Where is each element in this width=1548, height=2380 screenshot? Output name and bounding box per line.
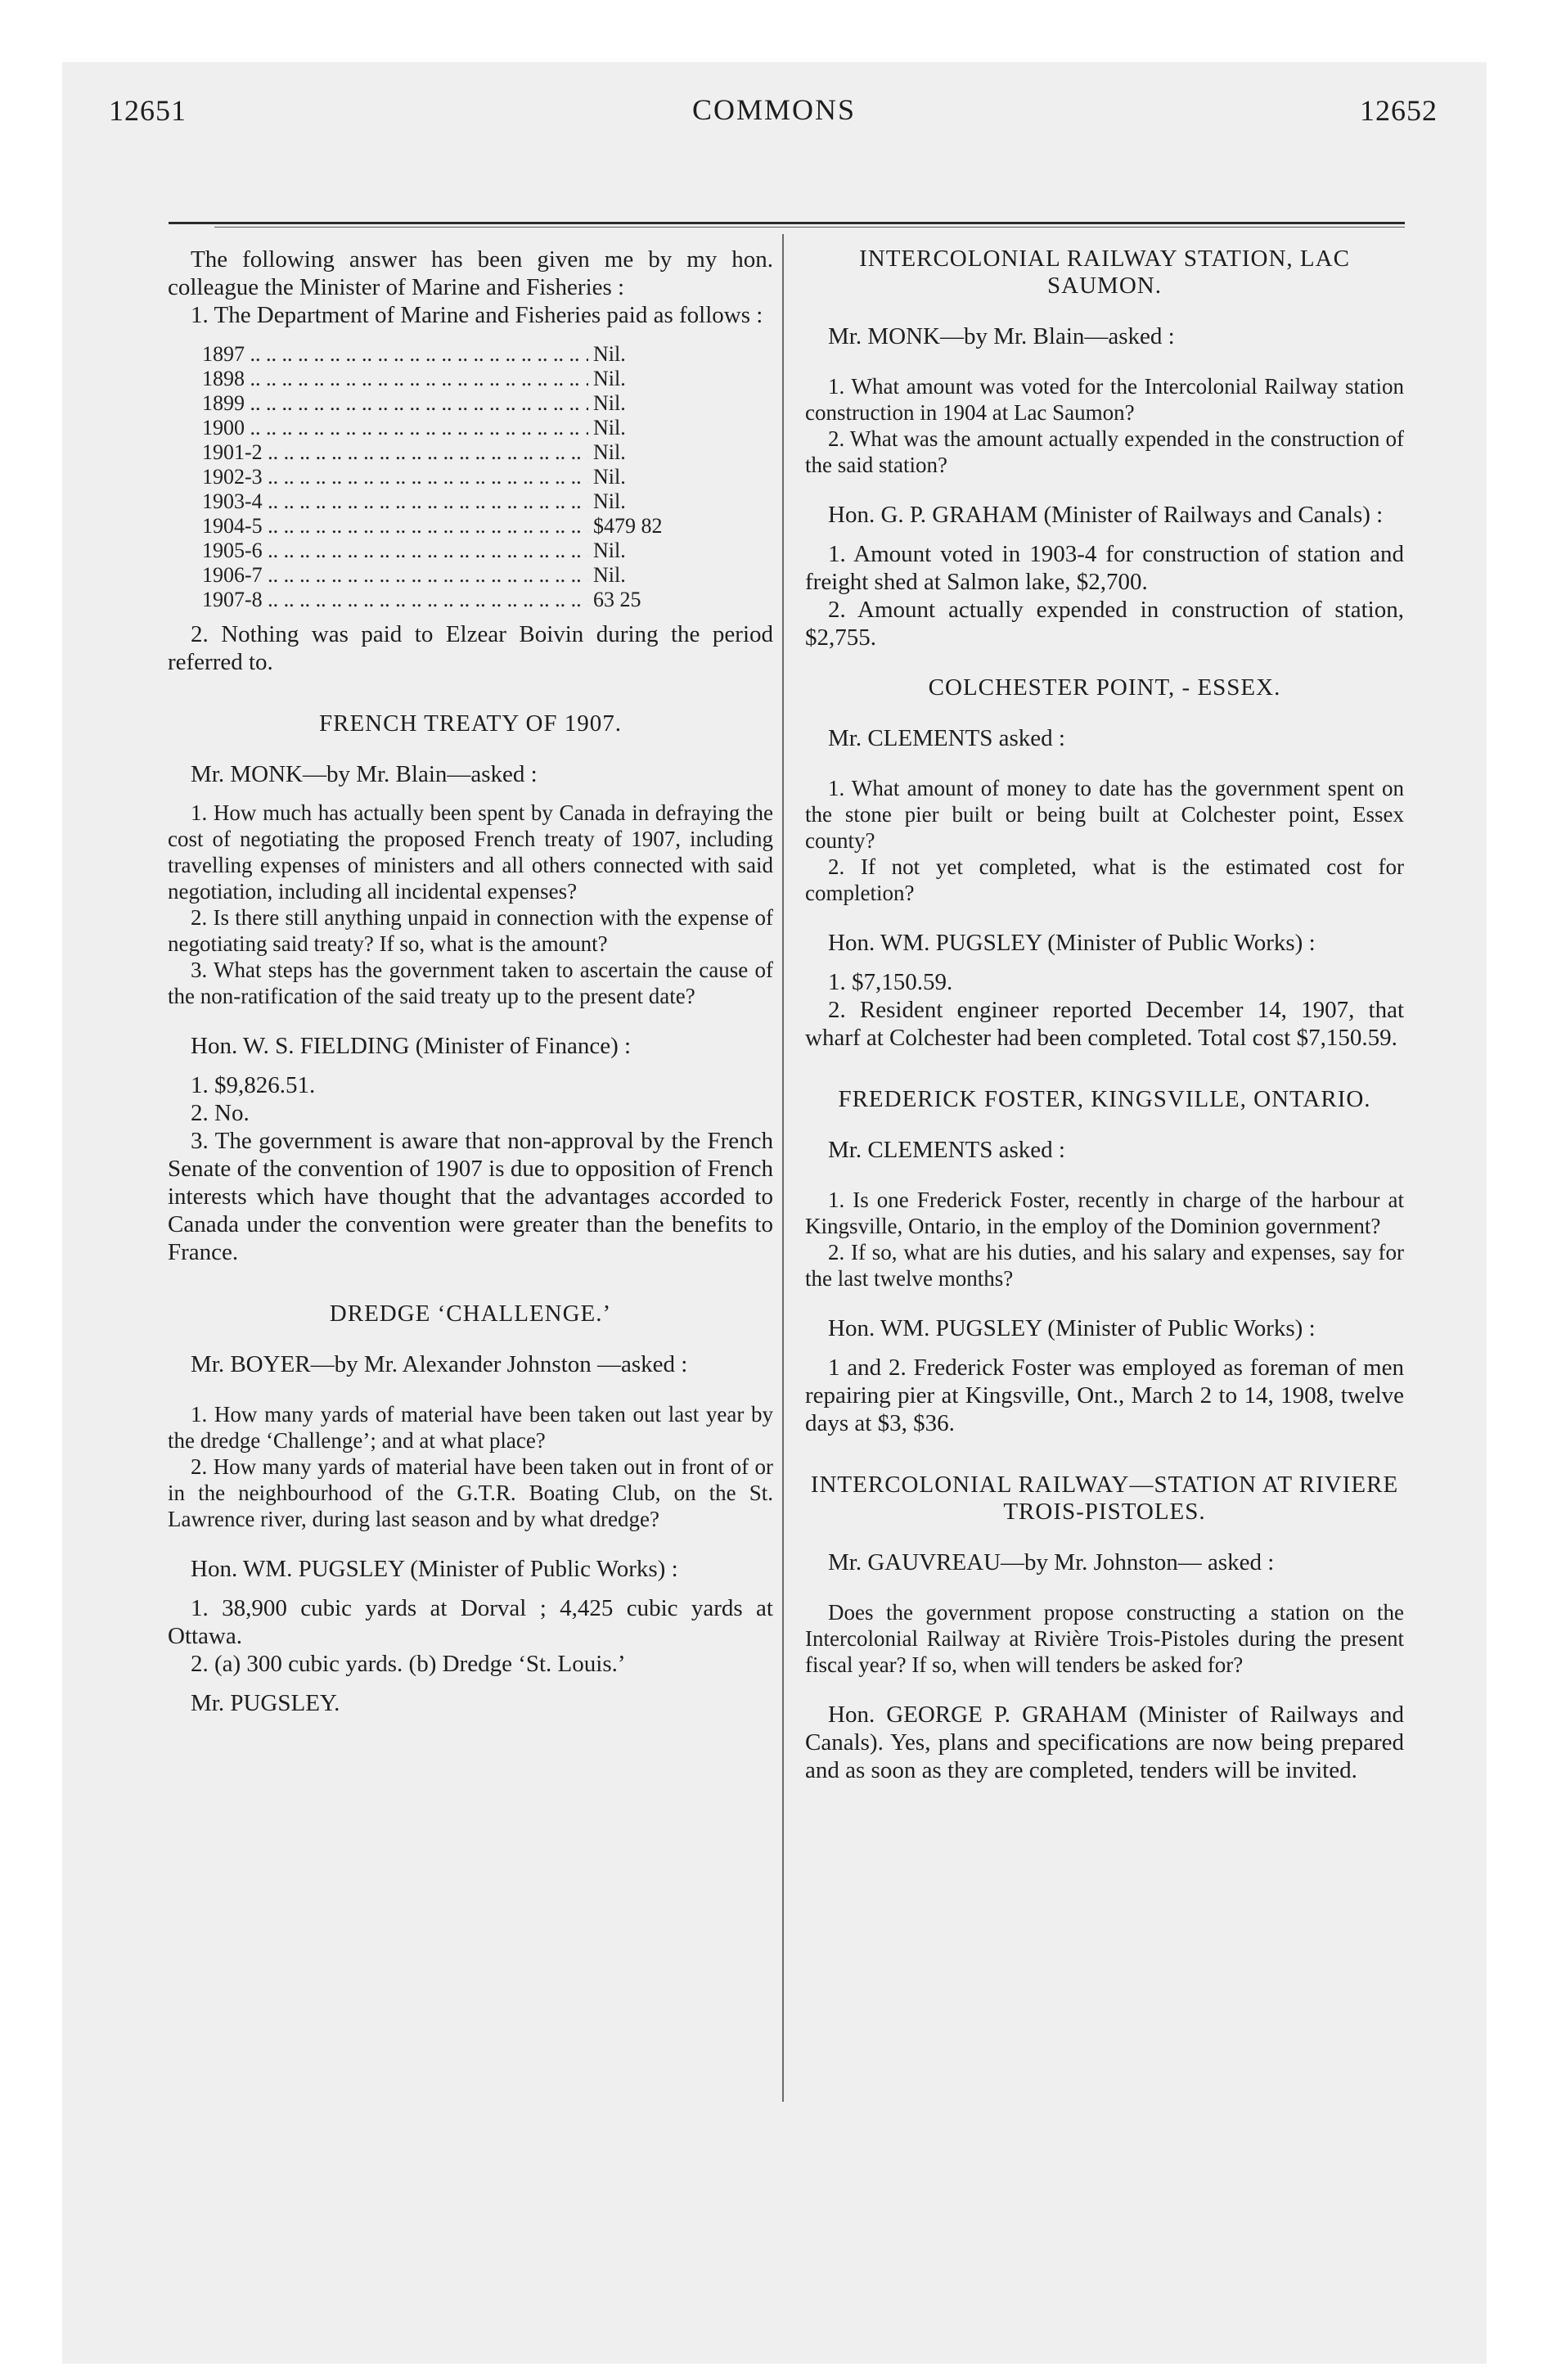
year-cell: 1899 .. .. — [202, 391, 588, 416]
payments-table — [202, 342, 701, 612]
table-row — [202, 465, 701, 489]
table-row — [202, 588, 701, 612]
amount-cell: Nil. — [593, 342, 626, 366]
section-heading: DREDGE ‘CHALLENGE.’ — [329, 1300, 612, 1327]
question-2: 2. Is there still anything unpaid in connection with the expense of negotiating said treaty? If so, what is the amount? — [168, 905, 773, 956]
table-row — [202, 539, 701, 563]
amount-cell: Nil. — [593, 367, 626, 390]
answer-2: 2. Amount actually expended in construction of station, $2,755. — [805, 597, 1404, 651]
question-2: 2. What was the amount actually expended in the construction of the said station? — [805, 426, 1404, 477]
right-column — [805, 246, 1404, 1784]
section-heading: FRENCH TREATY OF 1907. — [318, 710, 623, 737]
running-head: COMMONS — [691, 93, 857, 126]
asker-line: Mr. GAUVREAU—by Mr. Johnston— asked : — [828, 1549, 1275, 1575]
answer-1: Hon. GEORGE P. GRAHAM (Minister of Railways and Canals). Yes, plans and specifications are now being prepared and as soon as they are completed, tenders will be invited. — [805, 1702, 1404, 1783]
answer-3: 3. The government is aware that non-approval by the French Senate of the convention of 1907 is due to opposition of French interests which have thought that the advantages accorded to Canada under the convention were greater than the benefits to France. — [168, 1128, 773, 1265]
column-divider — [782, 234, 784, 2102]
answer-1: 1. Amount voted in 1903-4 for construction of station and freight shed at Salmon lake, $2,700. — [805, 541, 1404, 595]
intro-paragraph: The following answer has been given me by my hon. colleague the Minister of Marine and Fisheries : — [168, 246, 773, 300]
question-2: 2. If not yet completed, what is the estimated cost for completion? — [805, 854, 1404, 905]
year-cell: 1901-2 .. .. — [202, 440, 588, 465]
asker-line: Mr. CLEMENTS asked : — [828, 1137, 1065, 1163]
answerer-line: Hon. WM. PUGSLEY (Minister of Public Works) : — [828, 1315, 1316, 1341]
answer-2: 2. Nothing was paid to Elzear Boivin during the period referred to. — [168, 621, 773, 675]
question-1: 1. How many yards of material have been taken out last year by the dredge ‘Challenge’; and at what place? — [168, 1402, 773, 1453]
year-cell: 1907-8 .. .. — [202, 588, 588, 612]
question-1: 1. What amount was voted for the Intercolonial Railway station construction in 1904 at Lac Saumon? — [805, 374, 1404, 425]
answer-1: 1. $9,826.51. — [191, 1072, 316, 1098]
question-1: 1. Is one Frederick Foster, recently in charge of the harbour at Kingsville, Ontario, in the employ of the Dominion government? — [805, 1188, 1404, 1238]
year-cell: 1904-5 .. .. — [202, 514, 588, 539]
answer-2: 2. Resident engineer reported December 14, 1907, that wharf at Colchester had been completed. Total cost $7,150.59. — [805, 997, 1404, 1051]
table-row — [202, 489, 701, 514]
table-row — [202, 342, 701, 367]
year-cell: 1897 .. .. — [202, 342, 588, 367]
amount-cell: 63 25 — [593, 588, 641, 611]
answer-1: 1 and 2. Frederick Foster was employed as foreman of men repairing pier at Kingsville, Ont., March 2 to 14, 1908, twelve days at $3, $36. — [805, 1355, 1404, 1436]
table-row — [202, 563, 701, 588]
year-cell: 1905-6 .. .. — [202, 539, 588, 563]
table-row — [202, 416, 701, 440]
header-rule-thin — [214, 227, 1405, 228]
asker-line: Mr. MONK—by Mr. Blain—asked : — [828, 323, 1175, 349]
answer-1: 1. 38,900 cubic yards at Dorval ; 4,425 cubic yards at Ottawa. — [168, 1595, 773, 1649]
table-row — [202, 391, 701, 416]
table-row — [202, 367, 701, 391]
asker-line: Mr. MONK—by Mr. Blain—asked : — [191, 761, 538, 787]
answer-1: 1. The Department of Marine and Fisheries paid as follows : — [191, 302, 763, 328]
question-3: 3. What steps has the government taken to ascertain the cause of the non-ratification of the said treaty up to the present date? — [168, 958, 773, 1008]
answerer-line: Hon. W. S. FIELDING (Minister of Finance) : — [191, 1033, 632, 1059]
year-cell: 1903-4 .. .. — [202, 489, 588, 514]
answerer-line: Hon. G. P. GRAHAM (Minister of Railways and Canals) : — [828, 502, 1384, 528]
section-heading: COLCHESTER POINT, - ESSEX. — [928, 674, 1281, 701]
table-row — [202, 514, 701, 539]
asker-line: Mr. BOYER—by Mr. Alexander Johnston —asked : — [191, 1351, 688, 1377]
section-heading: INTERCOLONIAL RAILWAY STATION, LAC SAUMON. — [859, 246, 1350, 299]
answer-2: 2. (a) 300 cubic yards. (b) Dredge ‘St. Louis.’ — [191, 1651, 626, 1677]
amount-cell: Nil. — [593, 440, 626, 464]
year-cell: 1900 .. .. — [202, 416, 588, 440]
question-2: 2. How many yards of material have been taken out in front of or in the neighbourhood of the G.T.R. Boating Club, on the St. Lawrence river, during last season and by what dredge? — [168, 1454, 773, 1531]
left-column — [168, 246, 773, 1717]
year-cell: 1902-3 .. .. — [202, 465, 588, 489]
answer-1: 1. $7,150.59. — [828, 969, 953, 995]
answerer-line: Hon. WM. PUGSLEY (Minister of Public Works) : — [828, 930, 1316, 956]
question-1: 1. What amount of money to date has the government spent on the stone pier built or being built at Colchester point, Essex county? — [805, 776, 1404, 853]
answer-2: 2. No. — [191, 1100, 250, 1126]
year-cell: 1906-7 .. .. — [202, 563, 588, 588]
question-1: Does the government propose constructing a station on the Intercolonial Railway at Rivière Trois-Pistoles during the present fiscal year? If so, when will tenders be asked for? — [805, 1600, 1404, 1677]
answerer-line: Hon. WM. PUGSLEY (Minister of Public Works) : — [191, 1556, 678, 1582]
table-row — [202, 440, 701, 465]
section-heading: INTERCOLONIAL RAILWAY—STATION AT RIVIERE TROIS-PISTOLES. — [810, 1472, 1399, 1525]
amount-cell: Nil. — [593, 563, 626, 587]
amount-cell: Nil. — [593, 489, 626, 513]
signature-line: Mr. PUGSLEY. — [191, 1690, 340, 1716]
header-rule — [169, 222, 1405, 224]
amount-cell: Nil. — [593, 391, 626, 415]
amount-cell: Nil. — [593, 416, 626, 439]
question-1: 1. How much has actually been spent by Canada in defraying the cost of negotiating the proposed French treaty of 1907, including travelling expenses of ministers and all others connected with said negotiation, including all incidental expenses? — [168, 800, 773, 904]
year-cell: 1898 .. .. — [202, 367, 588, 391]
page-number-right: 12652 — [1360, 94, 1438, 127]
question-2: 2. If so, what are his duties, and his salary and expenses, say for the last twelve months? — [805, 1240, 1404, 1291]
page-number-left: 12651 — [109, 94, 187, 127]
asker-line: Mr. CLEMENTS asked : — [828, 725, 1065, 751]
amount-cell: Nil. — [593, 539, 626, 562]
amount-cell: Nil. — [593, 465, 626, 489]
section-heading: FREDERICK FOSTER, KINGSVILLE, ONTARIO. — [838, 1086, 1371, 1112]
amount-cell: $479 82 — [593, 514, 663, 538]
